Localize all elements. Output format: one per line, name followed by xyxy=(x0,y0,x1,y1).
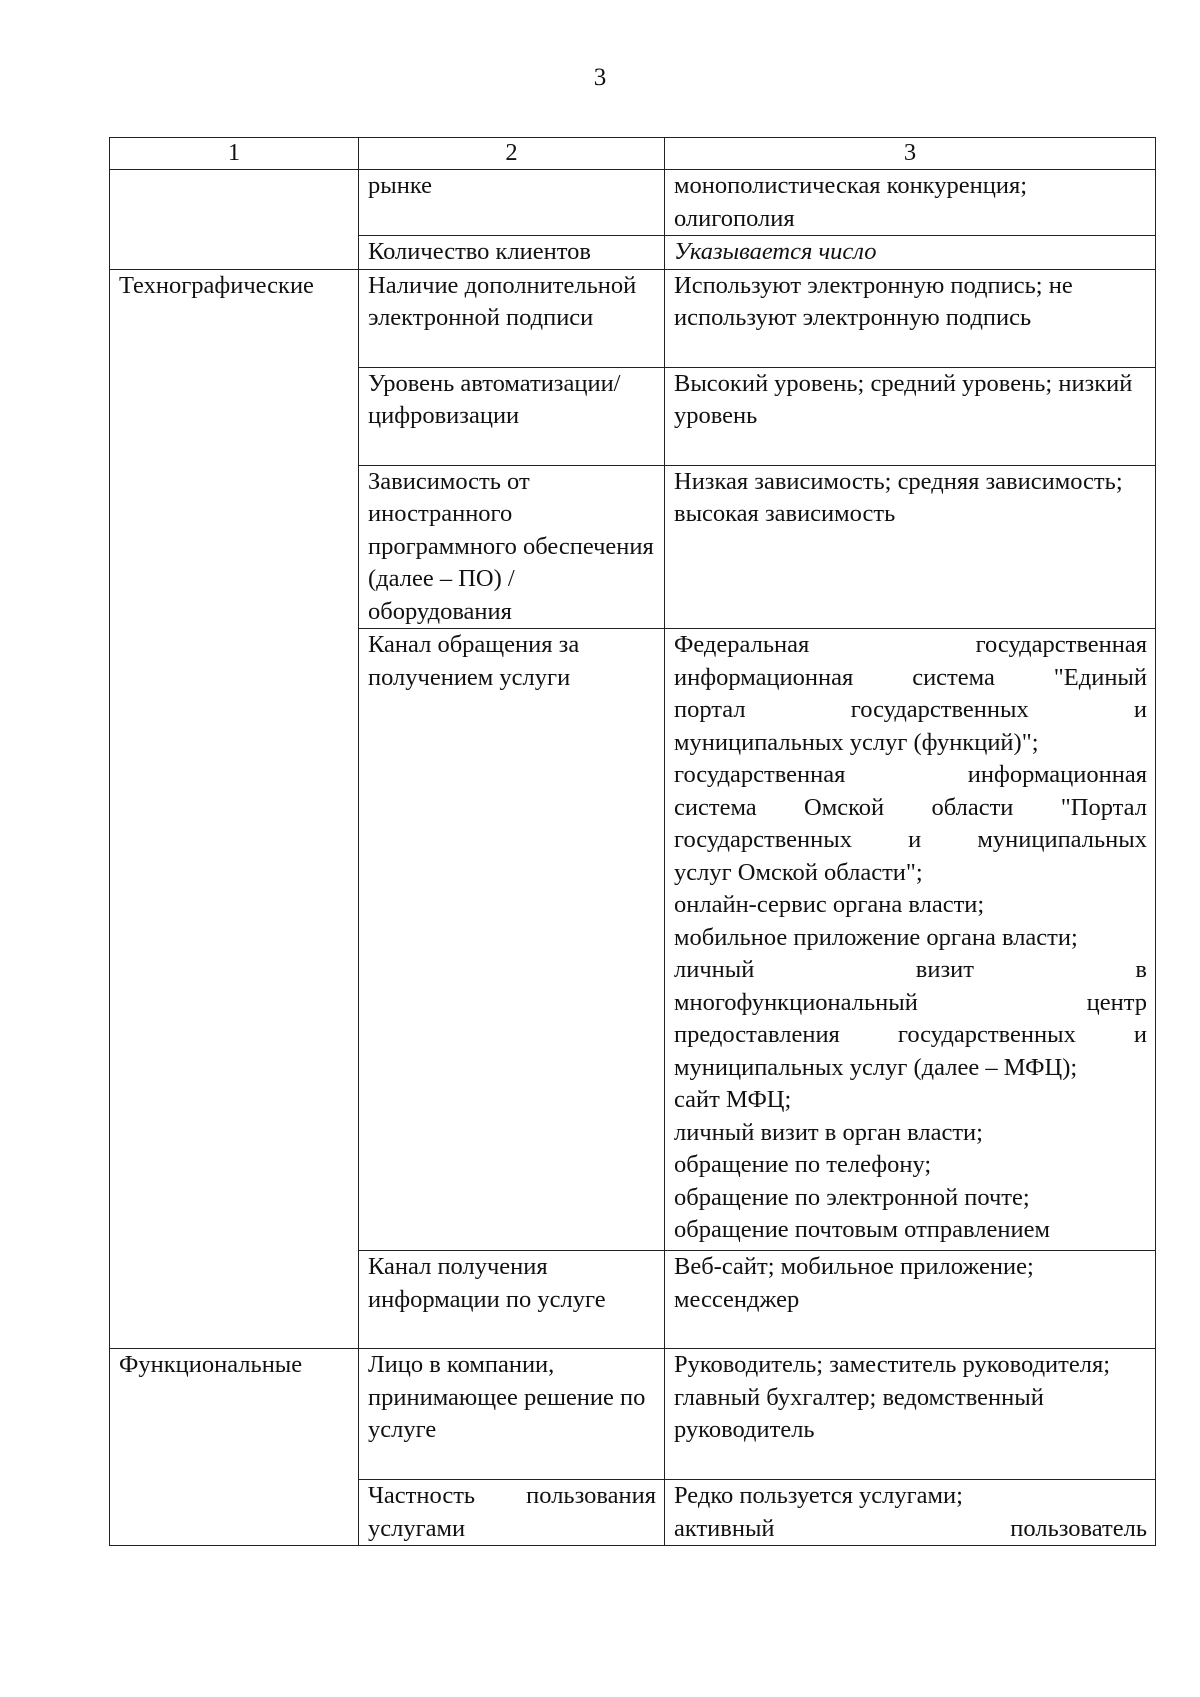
criterion-cell xyxy=(359,236,665,270)
value-line: Низкая зависимость; xyxy=(674,467,892,495)
value-line: высокая зависимость xyxy=(674,500,896,527)
value-line: монополистическая конкуренция; xyxy=(674,172,1028,199)
value-line: личный визит в орган власти; xyxy=(674,1118,983,1146)
group-label: Функциональные xyxy=(119,1351,303,1378)
values-cell xyxy=(665,629,1156,1251)
group-cell-continued xyxy=(110,170,359,270)
value-line: портал государственных и xyxy=(674,696,1147,723)
criterion-cell xyxy=(359,170,665,236)
criterion-line: Канал получения xyxy=(368,1253,548,1280)
segmentation-table xyxy=(109,137,1156,1546)
criterion-line: электронной подписи xyxy=(368,304,594,331)
criterion-cell xyxy=(359,629,665,1251)
criterion-cell xyxy=(359,1251,665,1349)
values-cell xyxy=(665,367,1156,465)
values-cell xyxy=(665,1349,1156,1480)
value-line: система Омской области "Портал xyxy=(674,793,1147,821)
criterion-line: Лицо в компании, xyxy=(368,1351,555,1378)
table-row xyxy=(110,269,1156,367)
table-row xyxy=(110,1349,1156,1480)
value-line: олигополия xyxy=(674,204,795,232)
criterion-line: автоматизации/ xyxy=(460,369,621,397)
header-cell-3: 3 xyxy=(665,138,1156,170)
value-line: не используют электронную подпись xyxy=(674,271,1073,331)
criterion-cell xyxy=(359,367,665,465)
values-cell xyxy=(665,236,1156,270)
header-cell-2: 2 xyxy=(359,138,665,170)
value-line: многофункциональный центр xyxy=(674,988,1147,1016)
values-cell xyxy=(665,269,1156,367)
criterion-line: по услуге xyxy=(368,1383,646,1443)
value-line: Веб-сайт; xyxy=(674,1253,775,1280)
criterion-line: Канал обращения за xyxy=(368,631,580,658)
value-line: мобильное приложение органа власти; xyxy=(674,923,1078,951)
value-line: сайт МФЦ; xyxy=(674,1086,792,1113)
value-line: предоставления государственных и xyxy=(674,1021,1147,1048)
criterion-line: ПО) / оборудования xyxy=(368,565,515,625)
values-cell xyxy=(665,465,1156,629)
criterion-line: Наличие xyxy=(368,271,459,299)
group-label: Технографические xyxy=(119,271,314,299)
value-line: заместитель руководителя; xyxy=(829,1351,1111,1378)
table-header-row xyxy=(110,138,1156,170)
value-line: государственная информационная xyxy=(674,761,1147,788)
criterion-cell xyxy=(359,465,665,629)
value-line: Федеральная государственная xyxy=(674,631,1147,658)
criterion-line: дополнительной xyxy=(464,271,637,299)
value-line: средняя зависимость; xyxy=(897,467,1123,495)
value-line: мобильное приложение; xyxy=(780,1253,1034,1280)
value-line: обращение почтовым отправлением xyxy=(674,1216,1050,1243)
criterion-line: получением услуги xyxy=(368,663,571,691)
criterion-line: принимающее решение xyxy=(368,1383,614,1411)
value-line: главный бухгалтер; xyxy=(674,1383,877,1411)
value-line: средний уровень; xyxy=(870,369,1053,397)
values-cell xyxy=(665,170,1156,236)
criterion-line: иностранного xyxy=(368,500,513,527)
value-line: Высокий уровень; xyxy=(674,369,865,397)
criterion-line: Зависимость от xyxy=(368,467,530,495)
group-cell-technographic xyxy=(110,269,359,1349)
criterion-line: Частность пользования xyxy=(368,1482,656,1509)
criterion-line: услугами xyxy=(368,1514,466,1542)
value-line: услуг Омской области"; xyxy=(674,858,923,886)
values-cell xyxy=(665,1251,1156,1349)
criterion-line: информации по услуге xyxy=(368,1285,606,1313)
value-line: личный визит в xyxy=(674,956,1147,983)
criterion-text: Количество клиентов xyxy=(368,238,591,265)
value-line: низкий уровень xyxy=(674,369,1133,429)
header-cell-1: 1 xyxy=(110,138,359,170)
value-line: обращение по телефону; xyxy=(674,1151,932,1178)
criterion-line: Уровень xyxy=(368,369,455,397)
value-line: Используют электронную подпись; xyxy=(674,271,1043,299)
value-text: Указывается число xyxy=(674,238,877,265)
group-cell-functional xyxy=(110,1349,359,1546)
value-line: Редко пользуется услугами; xyxy=(674,1482,963,1509)
value-line: информационная система "Единый xyxy=(674,663,1147,691)
criterion-line: цифровизации xyxy=(368,402,520,429)
page-number: 3 xyxy=(593,64,607,91)
value-line: муниципальных услуг (далее – МФЦ); xyxy=(674,1053,1078,1081)
values-cell xyxy=(665,1480,1156,1546)
criterion-text: рынке xyxy=(368,172,432,199)
value-line: Руководитель; xyxy=(674,1351,824,1378)
criterion-line: программного xyxy=(368,532,517,560)
value-line: онлайн-сервис органа власти; xyxy=(674,891,985,918)
table-row xyxy=(110,170,1156,236)
value-line: муниципальных услуг (функций)"; xyxy=(674,728,1039,756)
criterion-cell xyxy=(359,1349,665,1480)
value-line: ведомственный руководитель xyxy=(674,1383,1044,1443)
value-line: государственных и муниципальных xyxy=(674,826,1147,853)
value-line: мессенджер xyxy=(674,1285,800,1313)
value-line: обращение по электронной почте; xyxy=(674,1183,1030,1211)
criterion-line: обеспечения (далее – xyxy=(368,532,654,592)
criterion-cell xyxy=(359,269,665,367)
criterion-cell xyxy=(359,1480,665,1546)
value-line: активный пользователь xyxy=(674,1514,1147,1542)
